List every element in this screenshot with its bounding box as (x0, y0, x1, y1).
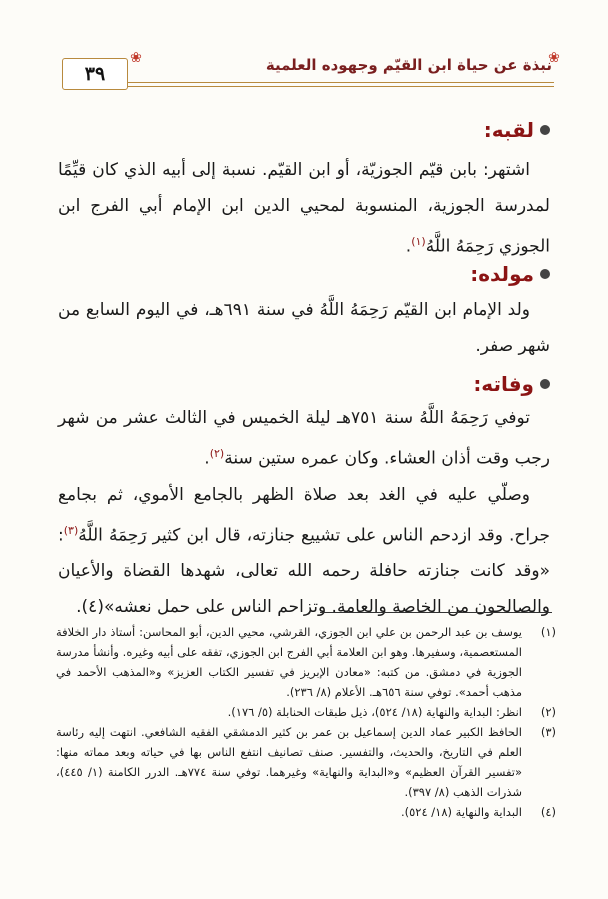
footnote-ref[interactable]: (٢) (209, 447, 225, 460)
heading-text: لقبه: (483, 118, 534, 142)
bullet-icon (540, 125, 550, 135)
footnote-number: (٤) (540, 805, 556, 819)
bullet-icon (540, 269, 550, 279)
bullet-icon (540, 379, 550, 389)
section-mawlid (58, 262, 550, 364)
running-header (62, 50, 560, 94)
footnote (56, 622, 556, 702)
section-laqab (58, 118, 550, 265)
footnote (56, 722, 556, 802)
heading-text: وفاته: (473, 372, 534, 396)
footnote (56, 702, 556, 722)
footnote (56, 802, 556, 822)
section-heading (58, 372, 550, 396)
footnote-separator (320, 612, 552, 613)
footnote-number: (٢) (540, 705, 556, 719)
footnote-number: (٣) (540, 725, 556, 739)
header-rule-thin (128, 86, 554, 87)
paragraph-text: ولد الإمام ابن القيّم رَحِمَهُ اللَّهُ في سنة ٦٩١هـ، في اليوم السابع من شهر صفر. (58, 300, 550, 356)
header-title: نبذة عن حياة ابن القيّم وجهوده العلمية (265, 56, 552, 74)
footnote-text: انظر: البداية والنهاية (١٨/ ٥٢٤)، ذيل طبقات الحنابلة (٥/ ١٧٦). (227, 705, 522, 719)
footnote-text: يوسف بن عبد الرحمن بن علي ابن الجوزي، القرشي، محيي الدين، أبو المحاسن: أستاذ دار الخلافة المستعصمية، وسفيرها. وهو ابن العلامة أبي الفرج ابن الجوزي، تفقه على أبيه وغيره. وأنشأ مدرسة الجوزية في دمشق. من كتبه: «معادن الإبريز في تفسير الكتاب العزيز» و«المذهب الأحمد في مذهب أحمد». توفي سنة ٦٥٦هـ. الأعلام (٨/ ٢٣٦). (56, 625, 522, 699)
section-heading (58, 262, 550, 286)
paragraph-tail: : «وقد كانت جنازته حافلة رحمه الله تعالى، شهدها القضاة والأعيان والصالحون من الخاصة والعامة. وتزاحم الناس على حمل نعشه»(٤). (58, 525, 550, 618)
footnote-text: البداية والنهاية (١٨/ ٥٢٤). (400, 805, 522, 819)
footnote-number: (١) (540, 625, 556, 639)
footnotes (56, 622, 556, 822)
paragraph-text: وصلّي عليه في الغد بعد صلاة الظهر بالجامع الأموي، ثم بجامع جراح. وقد ازدحم الناس على تشييع جنازته، قال ابن كثير رَحِمَهُ اللَّهُ (58, 484, 550, 546)
page-number: ٣٩ (84, 63, 106, 85)
flourish-ornament-icon: ❀ (548, 50, 560, 66)
paragraph (58, 477, 550, 626)
header-rule (128, 82, 554, 83)
footnote-text: الحافظ الكبير عماد الدين إسماعيل بن عمر بن كثير الدمشقي الفقيه الشافعي. انتهت إليه رئاسة العلم في التاريخ، والحديث، والتفسير. صنف تصانيف انتفع الناس بها في حياته وبعد مماته منها: «تفسير القرآن العظيم» و«البداية والنهاية» وغيرهما. توفي سنة ٧٧٤هـ. الدرر الكامنة (١/ ٤٤٥)، شذرات الذهب (٨/ ٣٩٧). (56, 725, 523, 799)
section-heading (58, 118, 550, 142)
paragraph-tail: . (204, 448, 210, 469)
footnote-ref[interactable]: (٣) (63, 523, 79, 537)
page-number-box (62, 58, 128, 90)
paragraph (58, 292, 550, 364)
paragraph-text: اشتهر: بابن قيّم الجوزيّة، أو ابن القيّم. نسبة إلى أبيه الذي كان قيِّمًا لمدرسة الجوزية، المنسوبة لمحيي الدين ابن الإمام أبي الفرج ابن الجوزي رَحِمَهُ اللَّهُ (58, 160, 550, 257)
paragraph (58, 152, 550, 265)
paragraph-text: توفي رَحِمَهُ اللَّهُ سنة ٧٥١هـ ليلة الخميس في الثالث عشر من شهر رجب وقت أذان العشاء. وكان عمره ستين سنة (58, 408, 550, 469)
paragraph (58, 400, 550, 477)
flourish-ornament-icon: ❀ (130, 50, 142, 66)
section-wafat (58, 372, 550, 625)
paragraph-tail: . (405, 236, 412, 257)
footnote-ref[interactable]: (١) (411, 235, 426, 248)
heading-text: مولده: (470, 262, 534, 286)
